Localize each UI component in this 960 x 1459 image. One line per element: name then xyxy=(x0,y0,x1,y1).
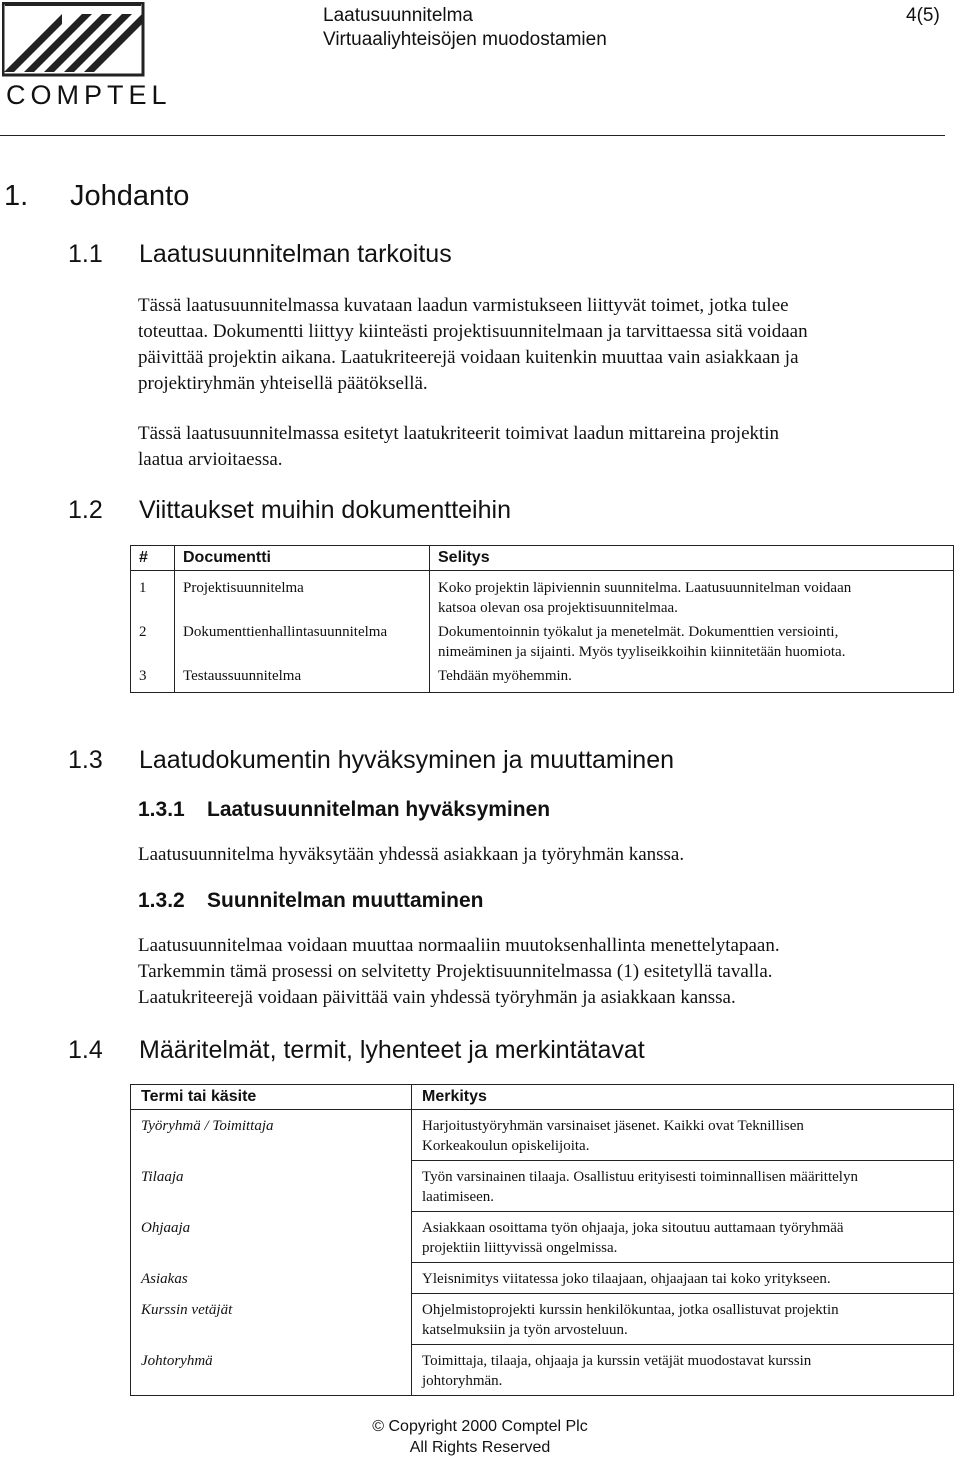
header-title: Laatusuunnitelma xyxy=(323,5,473,26)
column-header-meaning: Merkitys xyxy=(412,1085,954,1110)
description: Tehdään myöhemmin. xyxy=(430,664,954,693)
text-line: projektiryhmän yhteisellä päätöksellä. xyxy=(138,373,428,394)
copyright-notice: © Copyright 2000 Comptel Plc xyxy=(372,1418,588,1435)
change-paragraph xyxy=(138,933,928,1011)
column-header-number: # xyxy=(131,546,175,571)
header-divider xyxy=(0,135,945,136)
document-name: Testaussuunnitelma xyxy=(175,664,430,693)
column-header-term: Termi tai käsite xyxy=(131,1085,412,1110)
section-number: 1.2 xyxy=(68,496,103,524)
description: Dokumentoinnin työkalut ja menetelmät. Dokumenttien versiointi, nimeäminen ja sijainti. Myös tyyliseikkoihin kiinnitetään huomiota. xyxy=(430,620,954,664)
section-number: 1.3.1 xyxy=(138,798,185,821)
term: Kurssin vetäjät xyxy=(131,1294,412,1345)
column-header-document: Documentti xyxy=(175,546,430,571)
term: Johtoryhmä xyxy=(131,1345,412,1396)
text-line: laatua arvioitaessa. xyxy=(138,449,283,470)
section-1-4-heading xyxy=(68,1036,645,1065)
section-1-3-2-heading xyxy=(138,889,484,913)
logo-text: COMPTEL xyxy=(6,80,172,110)
document-name: Projektisuunnitelma xyxy=(175,571,430,621)
meaning: Ohjelmistoprojekti kurssin henkilökuntaa, jotka osallistuvat projektin katselmuksiin ja työn arvosteluun. xyxy=(412,1294,954,1345)
meaning: Työn varsinainen tilaaja. Osallistuu erityisesti toiminnallisen määrittelyn laatimiseen. xyxy=(412,1161,954,1212)
section-title: Laatusuunnitelman hyväksyminen xyxy=(207,798,551,821)
section-title: Suunnitelman muuttaminen xyxy=(207,889,484,912)
text-line: Laatukriteerejä voidaan päivittää vain yhdessä työryhmän ja asiakkaan kanssa. xyxy=(138,987,736,1008)
term: Työryhmä / Toimittaja xyxy=(131,1110,412,1161)
table-row xyxy=(131,1212,954,1263)
purpose-paragraph-1 xyxy=(138,293,928,397)
logo-diagonal-stripes xyxy=(4,14,142,72)
section-title: Viittaukset muihin dokumentteihin xyxy=(139,496,511,524)
section-1-3-heading xyxy=(68,746,674,775)
table-header-row xyxy=(131,546,954,571)
description: Koko projektin läpiviennin suunnitelma. Laatusuunnitelman voidaan katsoa olevan osa projektisuunnitelmaa. xyxy=(430,571,954,621)
table-row xyxy=(131,620,954,664)
document-name: Dokumenttienhallintasuunnitelma xyxy=(175,620,430,664)
text-line: Tässä laatusuunnitelmassa esitetyt laatukriteerit toimivat laadun mittareina projektin xyxy=(138,423,780,444)
section-1-heading xyxy=(4,180,189,213)
section-1-3-1-heading xyxy=(138,798,550,822)
table-row xyxy=(131,1161,954,1212)
section-1-1-heading xyxy=(68,240,452,269)
term: Tilaaja xyxy=(131,1161,412,1212)
row-number: 1 xyxy=(131,571,175,621)
text-line: Tässä laatusuunnitelmassa kuvataan laadun varmistukseen liittyvät toimet, jotka tulee xyxy=(138,295,789,316)
section-number: 1.1 xyxy=(68,240,103,268)
term: Asiakas xyxy=(131,1263,412,1294)
table-header-row xyxy=(131,1085,954,1110)
text-line: päivittää projektin aikana. Laatukriteerejä voidaan kuitenkin muuttaa vain asiakkaan ja xyxy=(138,347,799,368)
column-header-description: Selitys xyxy=(430,546,954,571)
text-line: toteuttaa. Dokumentti liittyy kiinteästi projektisuunnitelmaan ja tarvittaessa sitä voidaan xyxy=(138,321,808,342)
table-row xyxy=(131,571,954,621)
section-number: 1.3 xyxy=(68,746,103,774)
term: Ohjaaja xyxy=(131,1212,412,1263)
section-1-2-heading xyxy=(68,496,511,525)
meaning: Toimittaja, tilaaja, ohjaaja ja kurssin vetäjät muodostavat kurssin johtoryhmän. xyxy=(412,1345,954,1396)
row-number: 2 xyxy=(131,620,175,664)
meaning: Yleisnimitys viitatessa joko tilaajaan, ohjaajaan tai koko yritykseen. xyxy=(412,1263,954,1294)
section-title: Laatusuunnitelman tarkoitus xyxy=(139,240,452,268)
table-row xyxy=(131,1263,954,1294)
references-table xyxy=(130,545,954,693)
meaning: Harjoitustyöryhmän varsinaiset jäsenet. Kaikki ovat Teknillisen Korkeakoulun opiskelijoita. xyxy=(412,1110,954,1161)
definitions-table xyxy=(130,1084,954,1396)
section-number: 1.3.2 xyxy=(138,889,185,912)
section-title: Johdanto xyxy=(70,180,190,212)
section-title: Määritelmät, termit, lyhenteet ja merkintätavat xyxy=(139,1036,645,1064)
section-number: 1. xyxy=(4,180,29,212)
section-number: 1.4 xyxy=(68,1036,103,1064)
page-number: 4(5) xyxy=(906,5,940,26)
section-title: Laatudokumentin hyväksyminen ja muuttaminen xyxy=(139,746,675,774)
text-line: Laatusuunnitelmaa voidaan muuttaa normaaliin muutoksenhallinta menettelytapaan. xyxy=(138,935,780,956)
table-row xyxy=(131,1345,954,1396)
header-subtitle: Virtuaaliyhteisöjen muodostamien xyxy=(323,29,607,50)
table-row xyxy=(131,664,954,693)
text-line: Tarkemmin tämä prosessi on selvitetty Projektisuunnitelmassa (1) esitetyllä tavalla. xyxy=(138,961,773,982)
purpose-paragraph-2 xyxy=(138,421,928,473)
table-row xyxy=(131,1294,954,1345)
approval-paragraph: Laatusuunnitelma hyväksytään yhdessä asiakkaan ja työryhmän kanssa. xyxy=(138,844,685,865)
rights-notice: All Rights Reserved xyxy=(409,1439,551,1456)
row-number: 3 xyxy=(131,664,175,693)
meaning: Asiakkaan osoittama työn ohjaaja, joka sitoutuu auttamaan työryhmää projektiin liittyvissä ongelmissa. xyxy=(412,1212,954,1263)
table-row xyxy=(131,1110,954,1161)
